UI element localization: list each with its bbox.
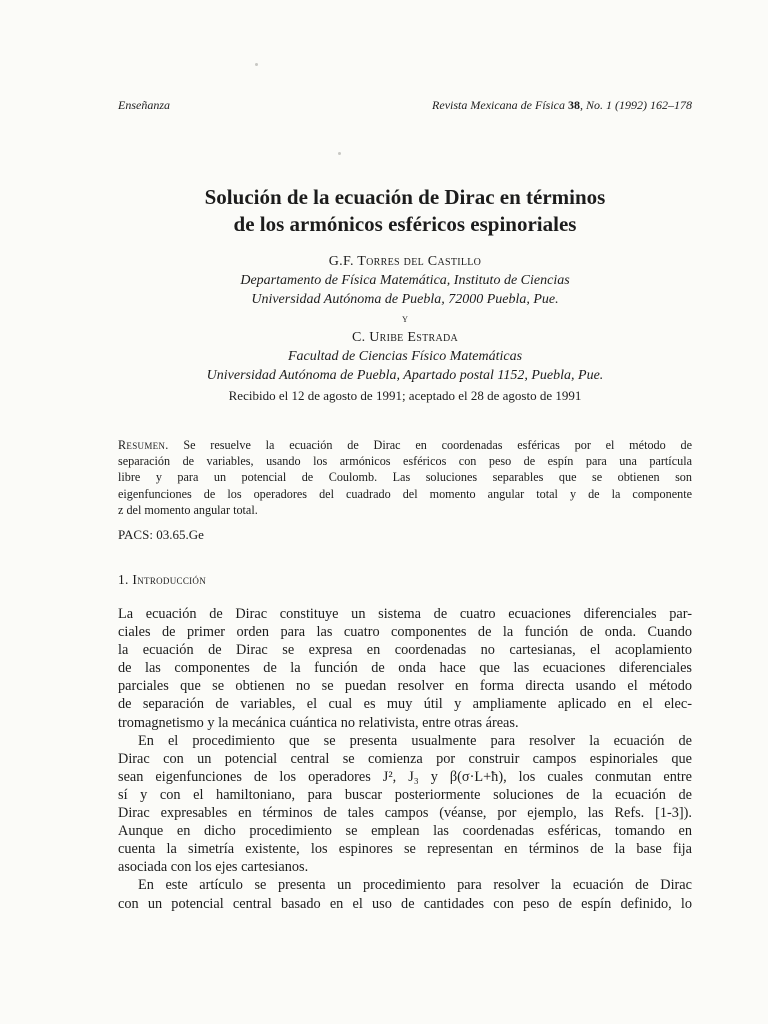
- author-name: G.F. Torres del Castillo: [328, 254, 482, 269]
- title-line: Solución de la ecuación de Dirac en términos: [204, 185, 606, 209]
- abstract-label: Resumen.: [118, 438, 169, 452]
- body-line: con un potencial central basado en el uso de cantidades con peso de espín definido, lo: [118, 895, 692, 912]
- author-affiliation: Universidad Autónoma de Puebla, 72000 Puebla, Pue.: [251, 292, 559, 307]
- body-text: [118, 605, 692, 913]
- abstract-line: z del momento angular total.: [118, 502, 258, 517]
- title-line: de los armónicos esféricos espinoriales: [233, 212, 577, 236]
- body-line: sean eigenfunciones de los operadores J², J₃ y β(σ·L+ħ), los cuales conmutan entre: [118, 768, 692, 785]
- body-line: sí y con el hamiltoniano, para buscar posteriormente soluciones de la ecuación de: [118, 786, 692, 803]
- body-line: En el procedimiento que se presenta usualmente para resolver la ecuación de: [138, 732, 692, 749]
- author-affiliation: Facultad de Ciencias Físico Matemáticas: [287, 349, 523, 364]
- journal-volume: 38: [568, 98, 580, 112]
- received-dates: Recibido el 12 de agosto de 1991; aceptado el 28 de agosto de 1991: [228, 388, 582, 403]
- abstract-line: [118, 437, 692, 453]
- author-name: C. Uribe Estrada: [351, 330, 459, 345]
- running-head-section: Enseñanza: [118, 98, 170, 112]
- abstract-line: eigenfunciones de los operadores del cuadrado del momento angular total y de la componente: [118, 486, 692, 501]
- author-affiliation: Universidad Autónoma de Puebla, Apartado postal 1152, Puebla, Pue.: [206, 368, 604, 383]
- scan-speck: [338, 152, 341, 155]
- body-line: En este artículo se presenta un procedimiento para resolver la ecuación de Dirac: [138, 877, 692, 894]
- body-line: cuenta la simetría existente, los espinores se representan en términos de la base fija: [118, 841, 692, 858]
- author-affiliation: Departamento de Física Matemática, Instituto de Ciencias: [240, 273, 570, 288]
- body-line: parciales que se obtienen no se puedan resolver en forma directa usando el método: [118, 678, 692, 695]
- body-line: ciales de primer orden para las cuatro componentes de la función de onda. Cuando: [118, 624, 692, 641]
- section-heading: [118, 572, 206, 588]
- journal-issue-pages: , No. 1 (1992) 162–178: [580, 98, 692, 112]
- body-line: Aunque en dicho procedimiento se emplean las coordenadas esféricas, tomando en: [118, 823, 692, 840]
- body-line: tromagnetismo y la mecánica cuántica no relativista, entre otras áreas.: [118, 714, 519, 731]
- paper-title: [118, 184, 692, 238]
- body-line: asociada con los ejes cartesianos.: [118, 859, 309, 876]
- section-title: Introducción: [132, 572, 207, 587]
- abstract-line: separación de variables, usando los armónicos esféricos con peso de espín para una partícula: [118, 454, 692, 469]
- body-line: Dirac con un potencial central se comienza por construir campos espinoriales que: [118, 750, 692, 767]
- body-line: la ecuación de Dirac se expresa en coordenadas no cartesianas, el acoplamiento: [118, 642, 692, 659]
- abstract: [118, 437, 692, 518]
- scan-speck: [255, 63, 258, 66]
- author-block: [118, 252, 692, 405]
- body-line: de separación de variables, el cual es muy útil y ampliamente aplicado en el elec-: [118, 696, 692, 713]
- author-conjunction: y: [402, 311, 408, 325]
- journal-name: Revista Mexicana de Física: [432, 98, 565, 112]
- body-line: La ecuación de Dirac constituye un sistema de cuatro ecuaciones diferenciales par-: [118, 606, 692, 622]
- running-head-citation: [432, 98, 692, 113]
- section-number: 1.: [118, 572, 129, 587]
- abstract-text: Se resuelve la ecuación de Dirac en coordenadas esféricas por el método de: [183, 438, 692, 452]
- body-line: Dirac expresables en términos de tales campos (véanse, por ejemplo, las Refs. [1-3]).: [118, 805, 692, 822]
- pacs-code: PACS: 03.65.Ge: [118, 527, 204, 542]
- abstract-line: libre y para un potencial de Coulomb. Las soluciones separables que se obtienen son: [118, 470, 692, 485]
- body-line: de las componentes de la función de onda hace que las ecuaciones diferenciales: [118, 660, 692, 677]
